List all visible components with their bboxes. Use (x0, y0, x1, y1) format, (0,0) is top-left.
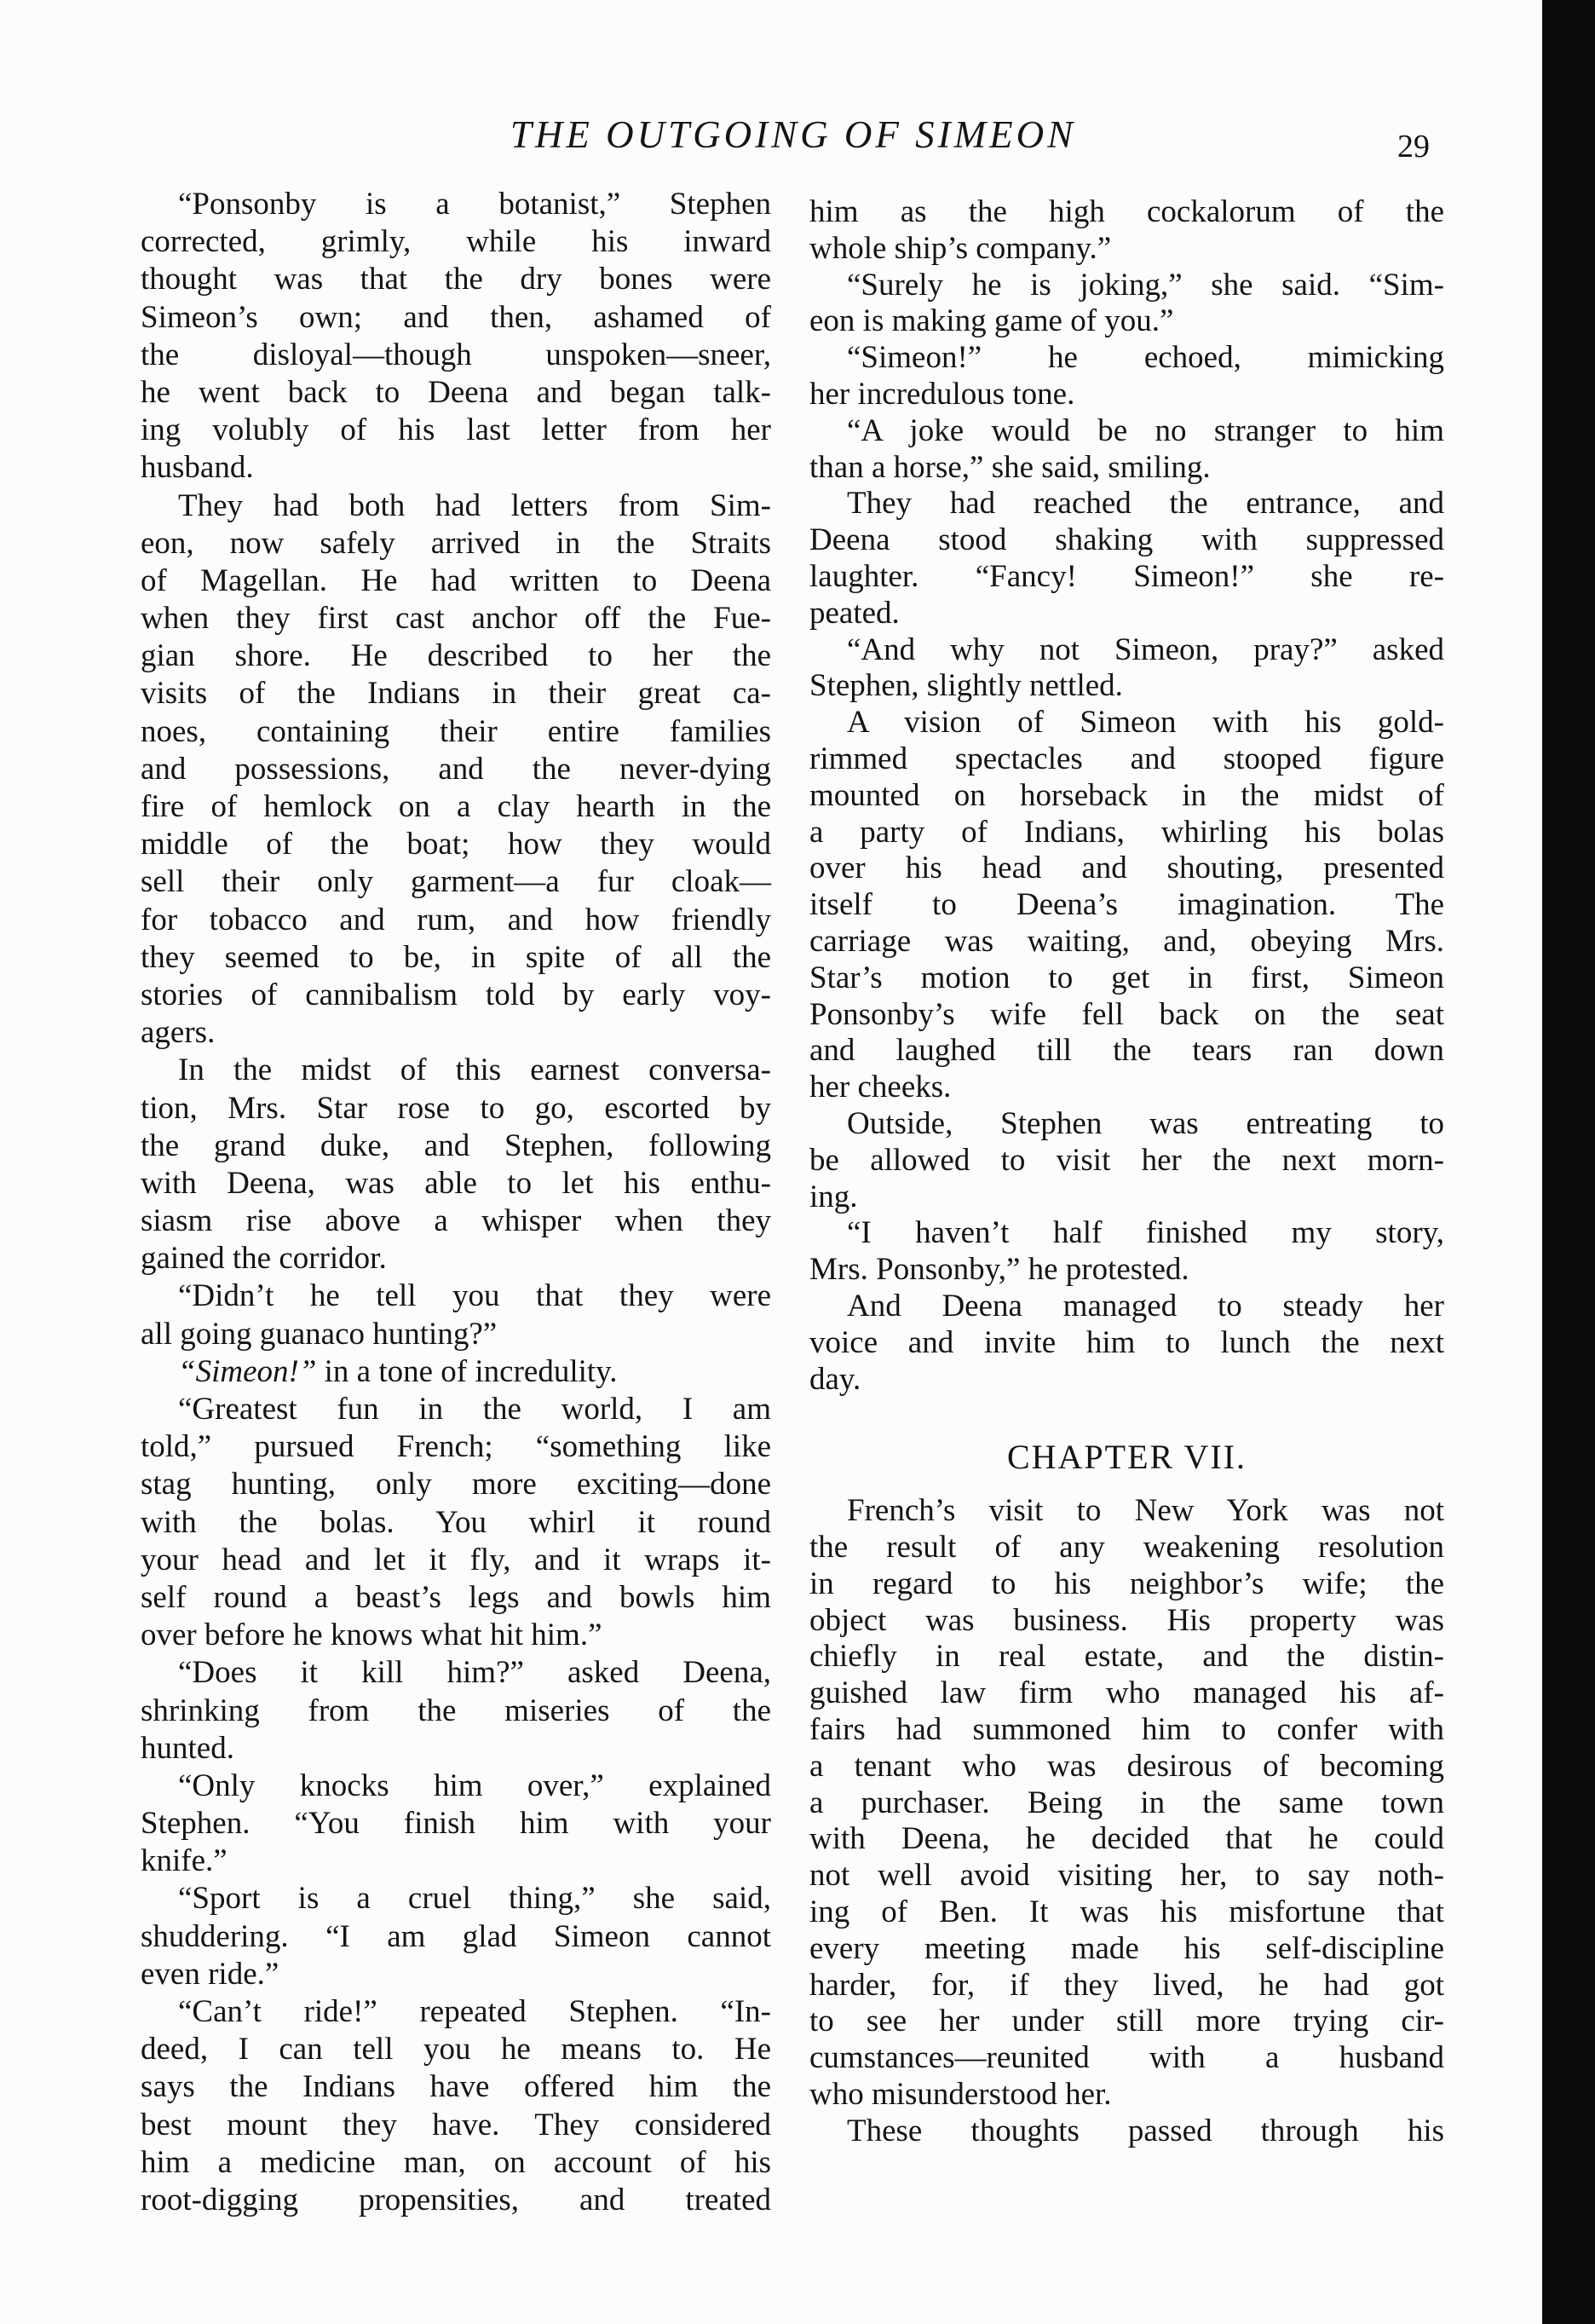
text-line (809, 1639, 1444, 1675)
line-text: with Deena, was able to let his enthu- (141, 1165, 771, 1201)
line-text: “Greatest fun in the world, I am (178, 1392, 771, 1427)
line-text: “Didn’t he tell you that they were (178, 1278, 771, 1314)
line-text: voice and invite him to lunch the next (809, 1324, 1444, 1360)
text-line (809, 559, 1444, 596)
text-line (809, 1215, 1444, 1252)
text-line (809, 596, 1444, 632)
text-line (809, 1675, 1444, 1712)
line-text: “Only knocks him over,” explained (178, 1768, 771, 1803)
line-text: “A joke would be no stranger to him (847, 412, 1444, 448)
line-text: Simeon’s own; and then, ashamed of (141, 299, 771, 335)
text-line (141, 863, 771, 901)
line-text: your head and let it fly, and it wraps it- (141, 1542, 771, 1577)
text-line (141, 1768, 771, 1805)
line-text: than a horse,” she said, smiling. (809, 449, 1211, 485)
text-line (809, 668, 1444, 705)
line-text: Stephen, slightly nettled. (809, 668, 1123, 704)
text-line (809, 705, 1444, 741)
line-text: “I haven’t half finished my story, (847, 1215, 1444, 1251)
line-text: with Deena, he decided that he could (809, 1821, 1444, 1857)
line-text: stag hunting, only more exciting—done (141, 1467, 771, 1502)
text-line (141, 1391, 771, 1428)
text-line (809, 268, 1444, 304)
paragraph (809, 632, 1444, 706)
text-line (141, 1805, 771, 1842)
line-text: him as the high cockalorum of the (809, 194, 1444, 229)
text-line (141, 1202, 771, 1240)
line-text: object was business. His property was (809, 1602, 1444, 1638)
text-line (809, 1894, 1444, 1931)
line-text: siasm rise above a whisper when they (141, 1203, 771, 1239)
line-text: her cheeks. (809, 1070, 952, 1105)
text-line (141, 2031, 771, 2068)
line-text: middle of the boat; how they would (141, 827, 771, 862)
line-text: to see her under still more trying cir- (809, 2004, 1444, 2039)
text-line (141, 1466, 771, 1503)
text-line (141, 1428, 771, 1466)
text-line (809, 1106, 1444, 1143)
text-line (809, 1252, 1444, 1289)
text-line (141, 374, 771, 412)
line-text: Deena stood shaking with suppressed (809, 522, 1444, 558)
text-line (809, 1858, 1444, 1894)
text-line (809, 486, 1444, 522)
italic-exclamation: “Simeon!” (178, 1353, 317, 1389)
paragraph (141, 1654, 771, 1768)
text-line (141, 1993, 771, 2031)
line-text: he went back to Deena and began talk- (141, 374, 771, 410)
paragraph (809, 268, 1444, 341)
line-text: hunted. (141, 1730, 234, 1766)
line-text: shuddering. “I am glad Simeon cannot (141, 1918, 771, 1954)
text-line (141, 1504, 771, 1542)
text-line (809, 741, 1444, 778)
line-text: visits of the Indians in their great ca- (141, 676, 771, 712)
line-text: whole ship’s company.” (809, 230, 1112, 266)
text-line (141, 1127, 771, 1165)
line-text: who misunderstood her. (809, 2077, 1112, 2113)
line-text: corrected, grimly, while his inward (141, 224, 771, 260)
line-text: in a tone of incredulity. (316, 1353, 618, 1389)
line-text: guished law firm who managed his af- (809, 1675, 1444, 1711)
text-line (141, 1654, 771, 1692)
text-line (141, 1014, 771, 1052)
text-line (809, 1785, 1444, 1822)
text-line (141, 1693, 771, 1730)
text-line (141, 449, 771, 487)
text-line (809, 1070, 1444, 1106)
text-line (141, 1918, 771, 1956)
text-line (809, 522, 1444, 559)
scan-edge (1542, 0, 1595, 2324)
line-text: self round a beast’s legs and bowls him (141, 1579, 771, 1615)
paragraph (141, 487, 771, 1052)
text-line (809, 1566, 1444, 1603)
text-line (809, 2077, 1444, 2114)
line-text: They had reached the entrance, and (847, 486, 1444, 522)
line-text: agers. (141, 1015, 216, 1051)
line-text: laughter. “Fancy! Simeon!” she re- (809, 558, 1444, 594)
line-text: Mrs. Ponsonby,” he protested. (809, 1252, 1189, 1288)
text-line (141, 713, 771, 751)
text-line (141, 2182, 771, 2219)
line-text: day. (809, 1361, 861, 1397)
text-line (141, 751, 771, 788)
text-line (809, 1033, 1444, 1070)
line-text: says the Indians have offered him the (141, 2069, 771, 2105)
line-text: every meeting made his self-discipline (809, 1930, 1444, 1966)
line-text: and possessions, and the never-dying (141, 751, 771, 787)
line-text: peated. (809, 595, 900, 631)
text-line (141, 1052, 771, 1089)
text-line (141, 299, 771, 337)
line-text: a tenant who was desirous of becoming (809, 1748, 1444, 1784)
line-text: Ponsonby’s wife fell back on the seat (809, 996, 1444, 1032)
line-text: not well avoid visiting her, to say noth- (809, 1858, 1444, 1894)
text-line (809, 1362, 1444, 1398)
text-line (809, 1712, 1444, 1749)
paragraph (141, 186, 771, 487)
line-text: a purchaser. Being in the same town (809, 1785, 1444, 1820)
text-line (141, 2107, 771, 2144)
text-line (141, 2068, 771, 2106)
text-line (141, 1842, 771, 1880)
line-text: even ride.” (141, 1956, 279, 1992)
text-line (141, 412, 771, 449)
text-line (809, 960, 1444, 997)
text-line (141, 1579, 771, 1617)
text-line (141, 186, 771, 223)
line-text: with the bolas. You whirl it round (141, 1504, 771, 1540)
line-text: fairs had summoned him to confer with (809, 1712, 1444, 1748)
line-text: root-digging propensities, and treated (141, 2182, 771, 2217)
text-line (809, 1493, 1444, 1530)
text-line (141, 2144, 771, 2182)
text-line (141, 1277, 771, 1315)
text-line (809, 1179, 1444, 1216)
line-text: carriage was waiting, and, obeying Mrs. (809, 923, 1444, 959)
line-text: Outside, Stephen was entreating to (847, 1105, 1444, 1141)
line-text: thought was that the dry bones were (141, 262, 771, 297)
line-text: shrinking from the miseries of the (141, 1693, 771, 1728)
text-line (141, 1617, 771, 1654)
line-text: Star’s motion to get in first, Simeon (809, 960, 1444, 995)
running-title: THE OUTGOING OF SIMEON (510, 113, 1077, 156)
text-line (809, 1530, 1444, 1566)
line-text: A vision of Simeon with his gold- (847, 705, 1444, 741)
text-line (809, 1143, 1444, 1179)
line-text: “Surely he is joking,” she said. “Sim- (847, 267, 1444, 303)
line-text: And Deena managed to steady her (847, 1288, 1444, 1323)
text-line (809, 778, 1444, 815)
line-text: “Simeon!” he echoed, mimicking (847, 340, 1444, 376)
paragraph (809, 194, 1444, 268)
text-line (141, 977, 771, 1014)
line-text: the grand duke, and Stephen, following (141, 1127, 771, 1163)
text-line (141, 1353, 771, 1391)
paragraph (141, 1277, 771, 1352)
text-line (809, 887, 1444, 924)
right-column (809, 194, 1444, 2150)
text-line (141, 562, 771, 600)
paragraph (809, 413, 1444, 487)
text-line (809, 231, 1444, 268)
paragraph (141, 1768, 771, 1881)
line-text: of Magellan. He had written to Deena (141, 562, 771, 598)
text-line (141, 939, 771, 977)
text-line (809, 1603, 1444, 1640)
text-line (141, 487, 771, 525)
text-line (809, 815, 1444, 851)
text-line (809, 2004, 1444, 2040)
line-text: him a medicine man, on account of his (141, 2144, 771, 2180)
text-line (809, 413, 1444, 450)
line-text: eon, now safely arrived in the Straits (141, 525, 771, 561)
text-line (809, 450, 1444, 487)
paragraph (141, 1052, 771, 1277)
line-text: “Does it kill him?” asked Deena, (178, 1655, 771, 1691)
line-text: over before he knows what hit him.” (141, 1618, 602, 1653)
line-text: chiefly in real estate, and the distin- (809, 1639, 1444, 1675)
line-text: cumstances—reunited with a husband (809, 2040, 1444, 2076)
line-text: the disloyal—though unspoken—sneer, (141, 337, 771, 372)
line-text: in regard to his neighbor’s wife; the (809, 1566, 1444, 1601)
text-line (141, 788, 771, 826)
text-line (141, 1090, 771, 1127)
line-text: gained the corridor. (141, 1241, 387, 1277)
paragraph (809, 1106, 1444, 1215)
text-line (809, 632, 1444, 669)
text-line (809, 1968, 1444, 2004)
line-text: ing. (809, 1179, 858, 1214)
text-line (809, 924, 1444, 960)
line-text: eon is making game of you.” (809, 303, 1174, 339)
line-text: told,” pursued French; “something like (141, 1429, 771, 1465)
text-line (809, 194, 1444, 231)
text-line (809, 2040, 1444, 2077)
line-text: Stephen. “You finish him with your (141, 1806, 771, 1842)
line-text: they seemed to be, in spite of all the (141, 939, 771, 975)
text-line (141, 637, 771, 675)
text-line (809, 1821, 1444, 1858)
text-line (141, 902, 771, 939)
text-line (809, 1289, 1444, 1325)
text-line (141, 261, 771, 298)
text-line (141, 826, 771, 863)
line-text: tion, Mrs. Star rose to go, escorted by (141, 1090, 771, 1126)
text-line (809, 340, 1444, 377)
text-line (809, 997, 1444, 1034)
text-line (141, 1880, 771, 1917)
paragraph (809, 705, 1444, 1106)
line-text: for tobacco and rum, and how friendly (141, 902, 771, 937)
paragraph (141, 1993, 771, 2219)
paragraph (141, 1880, 771, 1993)
left-column (141, 186, 771, 2219)
line-text: fire of hemlock on a clay hearth in the (141, 789, 771, 824)
line-text: best mount they have. They considered (141, 2107, 771, 2142)
text-line (141, 600, 771, 637)
line-text: gian shore. He described to her the (141, 638, 771, 674)
text-line (141, 1956, 771, 1993)
text-line (809, 303, 1444, 340)
text-line (809, 1749, 1444, 1785)
text-line (141, 1730, 771, 1768)
line-text: “Ponsonby is a botanist,” Stephen (178, 187, 771, 222)
text-line (809, 2114, 1444, 2150)
text-line (141, 525, 771, 562)
line-text: mounted on horseback in the midst of (809, 777, 1444, 813)
line-text: the result of any weakening resolution (809, 1530, 1444, 1566)
line-text: In the midst of this earnest conversa- (178, 1052, 771, 1088)
text-line (809, 1325, 1444, 1362)
line-text: and laughed till the tears ran down (809, 1033, 1444, 1069)
page-number: 29 (1397, 129, 1430, 164)
text-line (809, 377, 1444, 413)
line-text: They had both had letters from Sim- (178, 487, 771, 523)
text-line (809, 851, 1444, 887)
paragraph (809, 2114, 1444, 2150)
text-line (141, 337, 771, 374)
line-text: These thoughts passed through his (847, 2113, 1444, 2148)
line-text: French’s visit to New York was not (847, 1493, 1444, 1529)
line-text: ing volubly of his last letter from her (141, 412, 771, 448)
line-text: itself to Deena’s imagination. The (809, 887, 1444, 923)
line-text: stories of cannibalism told by early voy- (141, 977, 771, 1012)
text-line (141, 223, 771, 261)
text-line (141, 1316, 771, 1353)
line-text: noes, containing their entire families (141, 713, 771, 749)
paragraph (809, 340, 1444, 413)
paragraph (809, 1493, 1444, 2114)
line-text: harder, for, if they lived, he had got (809, 1967, 1444, 2003)
line-text: ing of Ben. It was his misfortune that (809, 1894, 1444, 1930)
chapter-heading: CHAPTER VII. (1006, 1438, 1247, 1477)
line-text: when they first cast anchor off the Fue- (141, 601, 771, 637)
line-text: husband. (141, 450, 254, 486)
paragraph (809, 486, 1444, 631)
line-text: sell their only garment—a fur cloak— (141, 864, 771, 900)
line-text: knife.” (141, 1843, 227, 1879)
line-text: “Can’t ride!” repeated Stephen. “In- (178, 1994, 771, 2029)
text-line (141, 675, 771, 712)
text-line (141, 1240, 771, 1277)
line-text: over his head and shouting, presented (809, 851, 1444, 886)
paragraph (809, 1215, 1444, 1289)
line-text: be allowed to visit her the next morn- (809, 1142, 1444, 1178)
line-text: a party of Indians, whirling his bolas (809, 814, 1444, 850)
paragraph (141, 1353, 771, 1391)
text-line (809, 1931, 1444, 1968)
paragraph (141, 1391, 771, 1654)
line-text: “And why not Simeon, pray?” asked (847, 631, 1444, 667)
line-text: deed, I can tell you he means to. He (141, 2032, 771, 2067)
line-text: rimmed spectacles and stooped figure (809, 741, 1444, 776)
paragraph (809, 1289, 1444, 1398)
line-text: all going guanaco hunting?” (141, 1316, 498, 1352)
text-line (141, 1542, 771, 1579)
line-text: her incredulous tone. (809, 376, 1075, 412)
line-text: “Sport is a cruel thing,” she said, (178, 1881, 771, 1917)
text-line (141, 1165, 771, 1202)
